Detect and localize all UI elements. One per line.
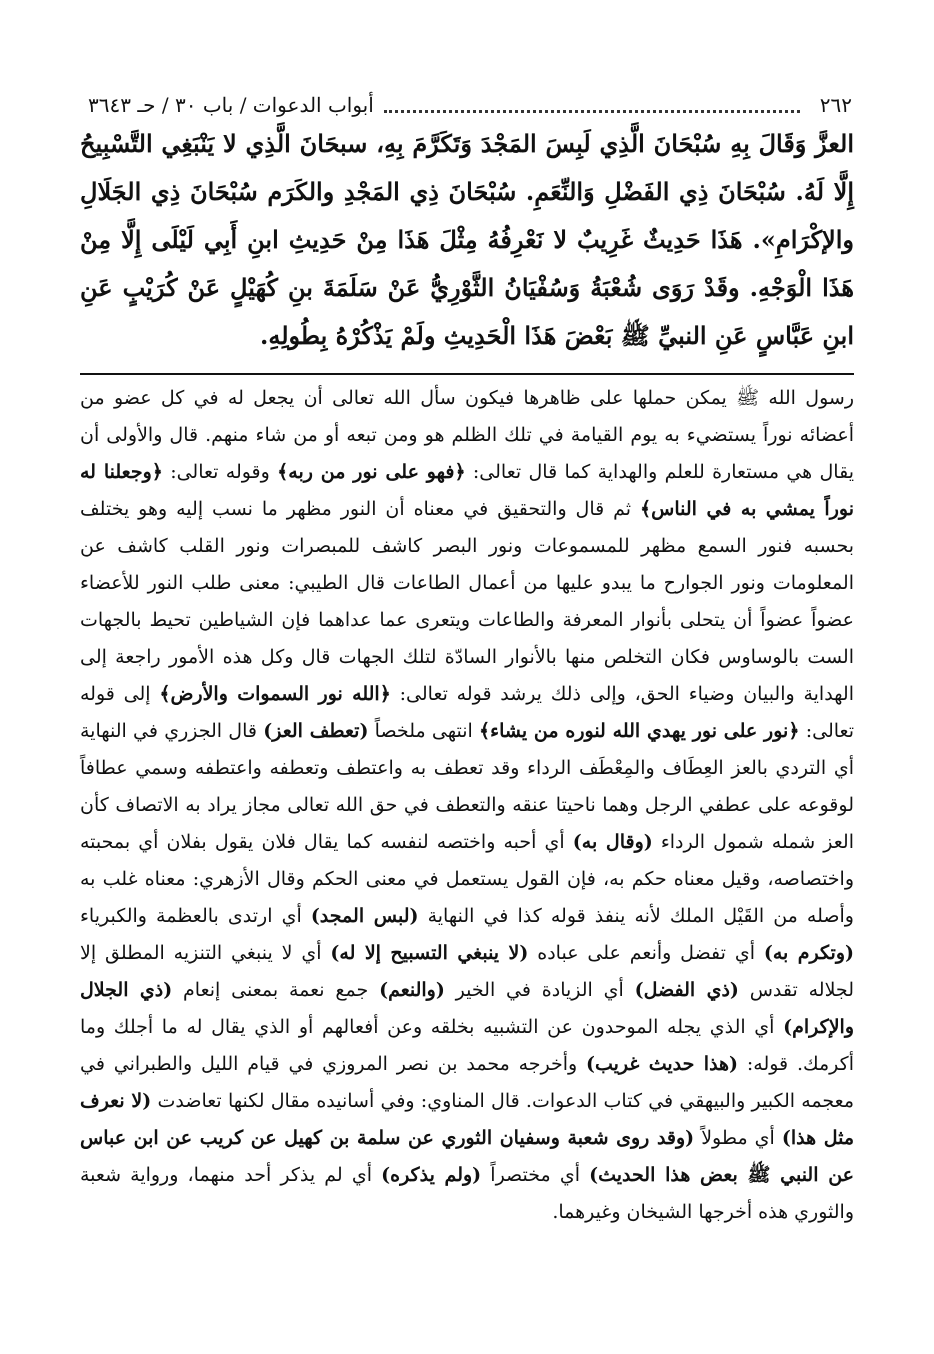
- hadith-text: [80, 120, 854, 360]
- quran-quote: ﴿وجعلنا له نوراً يمشي به في الناس﴾: [80, 461, 854, 520]
- commentary-text: قال الجزري في النهاية أي التردي بالعز العِطَاف والمِعْطَف الرداء وقد تعطف به واعتطف وتعطفه واعتطفه وسمي عطافاً لوقوعه على عطفي الرجل وهما ناحيتا عنقه والتعطف في حق الله تعالى مجاز يراد به الاتصاف كأن العز شمله شمول الرداء: [80, 720, 854, 853]
- commentary-text: انتهى ملخصاً: [368, 720, 480, 742]
- commentary-text: جمع نعمة بمعنى إنعام: [172, 979, 380, 1001]
- commentary-lemma: (والنعم): [379, 979, 445, 1001]
- commentary-text: أي لم يذكر أحد منهما، ورواية شعبة والثوري هذه أخرجها الشيخان وغيرهما.: [80, 1164, 854, 1223]
- dot-leader: [384, 110, 800, 113]
- quran-quote: ﴿نور على نور يهدي الله لنوره من يشاء﴾: [479, 720, 800, 742]
- commentary-text: أي لا ينبغي التنزيه المطلق إلا لجلاله تقدس: [80, 942, 854, 1001]
- commentary-text: أي تفضل وأنعم على عباده: [528, 942, 764, 964]
- commentary-lemma: (لا ينبغي التسبيح إلا له): [330, 942, 529, 964]
- commentary-lemma: (وقال به): [572, 831, 653, 853]
- commentary-text: وأخرجه محمد بن نصر المروزي في قيام الليل والطبراني في معجمه الكبير والبيهقي في كتاب الدعوات. قال المناوي: وفي أسانيده مقال لكنها تعاضدت: [80, 1053, 855, 1112]
- running-header: [88, 90, 852, 120]
- commentary-text: أي مطولاً: [694, 1127, 782, 1149]
- commentary-lemma: (لا نعرف مثل هذا): [80, 1090, 854, 1149]
- commentary-text: أي الذي يجله الموحدون عن التشبيه بخلقه وعن أفعالهم أو الذي يقال له ما أجلك وما أكرمك. قوله:: [80, 1016, 854, 1075]
- commentary-paragraph: [80, 380, 854, 1231]
- commentary-lemma: (ذي الجلال والإكرام): [80, 979, 854, 1038]
- commentary-text: أي الزيادة في الخير: [444, 979, 635, 1001]
- commentary-lemma: (ذي الفضل): [634, 979, 739, 1001]
- hadith-paragraph: العزَّ وَقَالَ بِهِ سُبْحَانَ الَّذِي لَبِسَ المَجْدَ وَتَكَرَّمَ بِهِ، سبحَانَ الَّذِي لا يَنْبَغِي التَّسْبِيحُ إِلَّا لَهُ. سُبْحَانَ ذِي الفَضْلِ وَالنِّعَمِ. سُبْحَانَ ذِي المَجْدِ والكَرَم سُبْحَانَ ذِي الجَلَالِ والإكْرَامِ». هَذَا حَدِيثٌ غَرِيبٌ لا نَعْرِفُهُ مِثْلَ هَذَا مِنْ حَدِيثِ ابنِ أَبِي لَيْلَى إِلَّا مِنْ هَذَا الْوَجْهِ. وقَدْ رَوَى شُعْبَةُ وَسُفْيَانُ الثَّوْرِيُّ عَنْ سَلَمَةَ بنِ كُهَيْلٍ عَنْ كُرَيْبٍ عَنِ ابنِ عَبَّاسٍ عَنِ النبيِّ ﷺ بَعْضَ هَذَا الْحَدِيثِ ولَمْ يَذْكُرْهُ بِطُولِهِ.: [80, 129, 854, 350]
- commentary-text: أي ارتدى بالعظمة والكبرياء: [80, 905, 311, 927]
- commentary-text: إلى قوله تعالى:: [80, 683, 854, 742]
- commentary-lemma: (وقد روى شعبة وسفيان الثوري عن سلمة بن كهيل عن كريب عن ابن عباس عن النبي ﷺ بعض هذا الحديث): [80, 1127, 854, 1186]
- quran-quote: ﴿فهو على نور من ربه﴾: [277, 461, 466, 483]
- commentary-lemma: (لبس المجد): [310, 905, 419, 927]
- section-reference: أبواب الدعوات / باب ٣٠ / حـ ٣٦٤٣: [88, 93, 374, 117]
- commentary-block: [80, 380, 854, 1231]
- separator-rule: [80, 373, 854, 375]
- commentary-lemma: (ولم يذكره): [381, 1164, 482, 1186]
- commentary-text: رسول الله ﷺ يمكن حملها على ظاهرها فيكون سأل الله تعالى أن يجعل له في كل عضو من أعضائه نوراً يستضيء به يوم القيامة في تلك الظلم هو ومن تبعه أو من شاء منهم. قال والأولى أن يقال هي مستعارة للعلم والهداية كما قال تعالى:: [80, 387, 854, 483]
- commentary-lemma: (هذا حديث غريب): [586, 1053, 739, 1075]
- commentary-text: أي مختصراً: [481, 1164, 590, 1186]
- commentary-text: أي أحبه واختصه لنفسه كما يقال فلان يقول بفلان أي بمحبته واختصاصه، وقيل معناه حكم به، فإن القول يستعمل في معنى الحكم وقال الأزهري: معناه غلب به وأصله من القَيْل الملك لأنه ينفذ قوله كذا في النهاية: [80, 831, 854, 927]
- commentary-lemma: (وتكرم به): [763, 942, 854, 964]
- page-number: ٢٦٢: [819, 93, 852, 117]
- commentary-text: ثم قال والتحقيق في معناه أن النور مظهر ما نسب إليه وهو يختلف بحسبه فنور السمع مظهر للمسموعات ونور البصر كاشف للمبصرات ونور القلب كاشف عن المعلومات ونور الجوارح ما يبدو عليها من أعمال الطاعات قال الطيبي: معنى طلب النور للأعضاء عضواً عضواً أن يتحلى بأنوار المعرفة والطاعات ويتعرى عما عداهما فإن الشياطين تحيط بالجهات الست بالوساوس فكان التخلص منها بالأنوار السادّة لتلك الجهات قال وكل هذه الأمور راجعة إلى الهداية والبيان وضياء الحق، وإلى ذلك يرشد قوله تعالى:: [80, 498, 854, 705]
- quran-quote: ﴿الله نور السموات والأرض﴾: [159, 683, 391, 705]
- commentary-text: وقوله تعالى:: [162, 461, 278, 483]
- commentary-lemma: (تعطف العز): [263, 720, 369, 742]
